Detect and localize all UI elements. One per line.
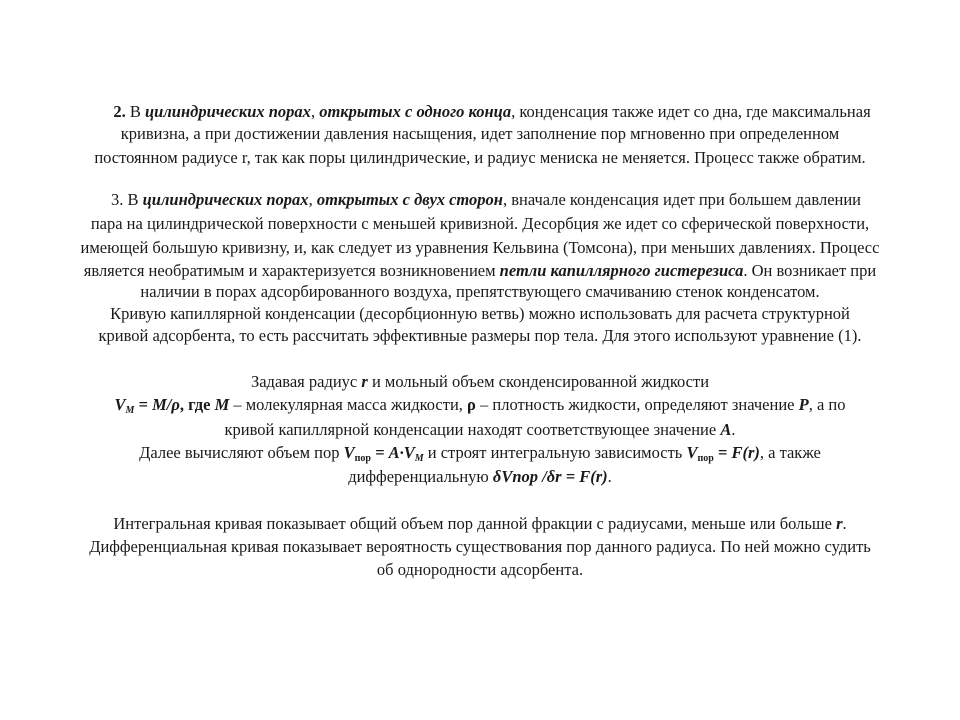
- p3-line-3: кривой капиллярной конденсации находят соответствующее значение А.: [224, 420, 736, 439]
- p1-line-3: постоянном радиусе r, так как поры цилиндрические, и радиус мениска не меняется. Процесс также обратим.: [94, 148, 866, 167]
- p2-line-2: пара на цилиндрической поверхности с меньшей кривизной. Десорбция же идет со сферической поверхности,: [90, 214, 870, 233]
- p2-line-5: наличии в порах адсорбированного воздуха, препятствующего смачиванию стенок конденсатом.: [140, 282, 820, 301]
- p2-line-1: 3. В цилиндрических порах, открытых с двух сторон, вначале конденсация идет при большем давлении: [110, 190, 862, 209]
- p4-line-3: об однородности адсорбента.: [376, 560, 584, 579]
- p3-line-1: Задавая радиус r и мольный объем сконденсированной жидкости: [250, 372, 710, 391]
- p3-line-5: дифференциальную δVпор /δr = F(r).: [348, 467, 612, 486]
- p2-line-6: Кривую капиллярной конденсации (десорбционную ветвь) можно использовать для расчета структурной: [110, 304, 850, 323]
- p1-line-1: 2. В цилиндрических порах, открытых с одного конца, конденсация также идет со дна, где максимальная: [113, 102, 871, 121]
- p2-line-7: кривой адсорбента, то есть рассчитать эффективные размеры пор тела. Для этого используют уравнение (1).: [98, 326, 862, 345]
- p3-line-4: Далее вычисляют объем пор $V_{пор} = А\cdot V_М$ и строят интегральную зависимость $V_{пор} = F(r)$, а также: [139, 443, 821, 464]
- p4-line-1: Интегральная кривая показывает общий объем пор данной фракции с радиусами, меньше или больше r.: [113, 514, 847, 533]
- p1-line-2: кривизна, а при достижении давления насыщения, идет заполнение пор мгновенно при определенном: [120, 124, 840, 143]
- p2-line-4: является необратимым и характеризуется возникновением петли капиллярного гистерезиса. Он возникает при: [83, 261, 877, 280]
- p4-line-2: Дифференциальная кривая показывает вероятность существования пор данного радиуса. По ней можно судить: [89, 537, 871, 556]
- p3-line-2: $V_М = М/\rho$, где М – молекулярная масса жидкости, ρ – плотность жидкости, определяют значение Р, а по: [114, 395, 846, 416]
- p2-line-3: имеющей большую кривизну, и, как следует из уравнения Кельвина (Томсона), при меньших давлениях. Процесс: [80, 238, 880, 257]
